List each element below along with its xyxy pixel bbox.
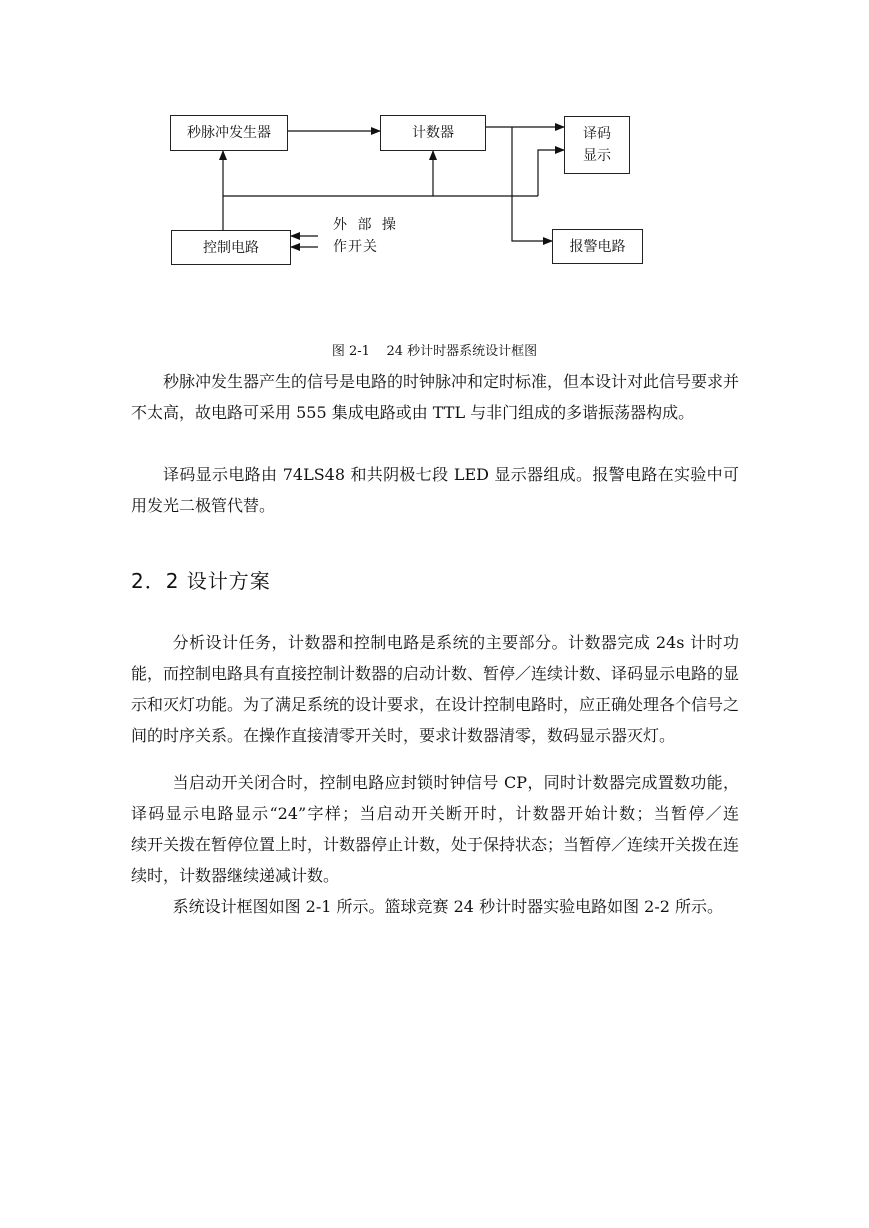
- arrow-bus-to-display: [538, 150, 564, 196]
- external-switch-label-2: 作开关: [333, 239, 378, 255]
- block-control-circuit: [171, 230, 291, 265]
- paragraph-decoder-display: 译码显示电路由 74LS48 和共阴极七段 LED 显示器组成。报警电路在实验中可用发光二极管代替。: [131, 465, 739, 515]
- paragraph-start-switch: 当启动开关闭合时，控制电路应封锁时钟信号 CP，同时计数器完成置数功能，译码显示电路显示“24”字样；当启动开关断开时，计数器开始计数；当暂停／连 续开关拨在暂停位置上时，计数器停止计数，处于保持状态；当暂停／连续开关拨在连续时，计数器继续递减计数。: [131, 773, 804, 885]
- diagram-connections: [0, 0, 869, 340]
- block-decoder-display-line2: 显示: [583, 148, 611, 164]
- block-pulse-generator: [170, 115, 288, 151]
- block-decoder-display: [564, 116, 630, 174]
- paragraph-design-analysis: 分析设计任务，计数器和控制电路是系统的主要部分。计数器完成 24s 计时功能，而控制电路具有直接控制计数器的启动计数、暂停／连续计数、译码显示电路的显示和灭灯功能。为了满足系统的设计要求，在设计控制电路时，应正确处理各个信号之间的时序关系。在操作直接清零开关时，要求计数器清零，数码显示器灭灯。: [131, 633, 740, 745]
- block-decoder-display-line1: 译码: [583, 126, 611, 142]
- arrow-counter-to-alarm: [512, 127, 552, 241]
- block-control-circuit-label: 控制电路: [203, 239, 259, 256]
- figure-caption: 图 2-1 24 秒计时器系统设计框图: [331, 344, 538, 359]
- section-heading: 2．2 设计方案: [131, 569, 271, 593]
- block-pulse-generator-label: 秒脉冲发生器: [187, 125, 271, 141]
- block-counter: [380, 115, 486, 151]
- paragraph-pulse-generator: 秒脉冲发生器产生的信号是电路的时钟脉冲和定时标准，但本设计对此信号要求并不太高，故电路可采用 555 集成电路或由 TTL 与非门组成的多谐振荡器构成。: [131, 372, 740, 422]
- paragraph-figure-reference: 系统设计框图如图 2-1 所示。篮球竞赛 24 秒计时器实验电路如图 2-2 所示。: [172, 897, 724, 916]
- block-alarm-circuit: [552, 229, 643, 264]
- block-counter-label: 计数器: [412, 125, 454, 141]
- block-alarm-circuit-label: 报警电路: [569, 238, 626, 255]
- external-switch-label-1: 外 部 操: [333, 217, 399, 233]
